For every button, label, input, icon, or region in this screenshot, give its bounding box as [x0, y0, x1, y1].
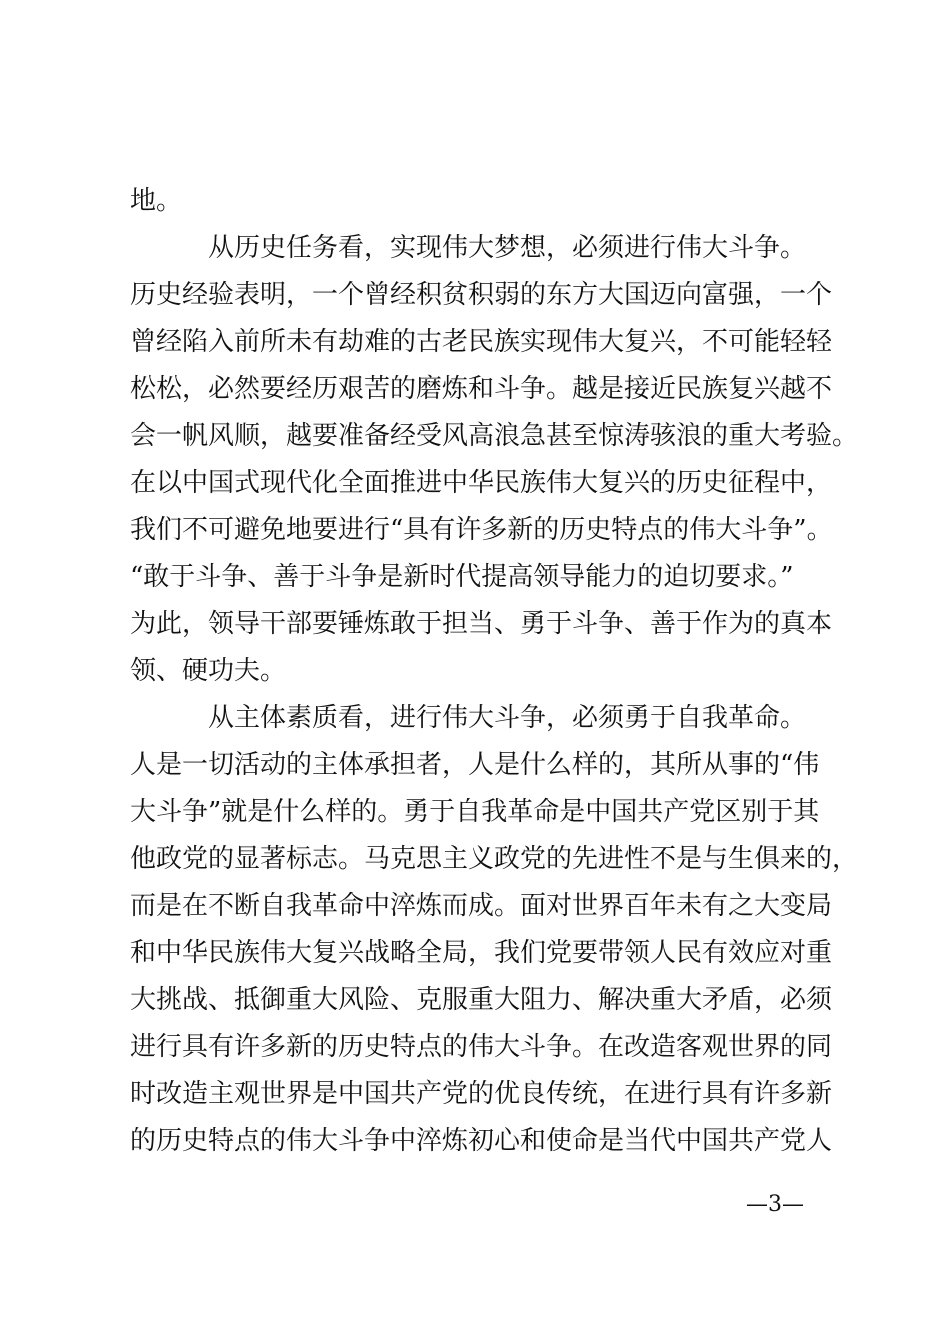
text-line: 在以中国式现代化全面推进中华民族伟大复兴的历史征程中，: [130, 468, 833, 498]
text-line: 大斗争”就是什么样的。勇于自我革命是中国共产党区别于其: [130, 797, 820, 827]
text-line: 会一帆风顺，越要准备经受风高浪急甚至惊涛骇浪的重大考验。: [130, 421, 859, 451]
text-line: 而是在不断自我革命中淬炼而成。面对世界百年未有之大变局: [130, 891, 833, 921]
text-line: 大挑战、抵御重大风险、克服重大阻力、解决重大矛盾，必须: [130, 985, 833, 1015]
text-line: “敢于斗争、善于斗争是新时代提高领导能力的迫切要求。”: [130, 562, 794, 592]
text-line: 曾经陷入前所未有劫难的古老民族实现伟大复兴，不可能轻轻: [130, 327, 833, 357]
paragraph-heading-line: 从历史任务看，实现伟大梦想，必须进行伟大斗争。: [208, 233, 807, 263]
text-line: 的历史特点的伟大斗争中淬炼初心和使命是当代中国共产党人: [130, 1126, 833, 1156]
text-line: 进行具有许多新的历史特点的伟大斗争。在改造客观世界的同: [130, 1032, 833, 1062]
text-line: 和中华民族伟大复兴战略全局，我们党要带领人民有效应对重: [130, 938, 833, 968]
paragraph-heading-line: 从主体素质看，进行伟大斗争，必须勇于自我革命。: [208, 703, 807, 733]
text-line: 他政党的显著标志。马克思主义政党的先进性不是与生俱来的，: [130, 844, 859, 874]
text-line: 地。: [130, 186, 183, 216]
page-number: —3—: [746, 1192, 804, 1217]
text-line: 领、硬功夫。: [130, 656, 287, 686]
text-line: 松松，必然要经历艰苦的磨炼和斗争。越是接近民族复兴越不: [130, 374, 833, 404]
text-line: 历史经验表明，一个曾经积贫积弱的东方大国迈向富强，一个: [130, 280, 833, 310]
text-line: 时改造主观世界是中国共产党的优良传统，在进行具有许多新: [130, 1079, 833, 1109]
text-line: 为此，领导干部要锤炼敢于担当、勇于斗争、善于作为的真本: [130, 609, 833, 639]
text-line: 我们不可避免地要进行“具有许多新的历史特点的伟大斗争”。: [130, 515, 833, 545]
text-line: 人是一切活动的主体承担者，人是什么样的，其所从事的“伟: [130, 750, 820, 780]
